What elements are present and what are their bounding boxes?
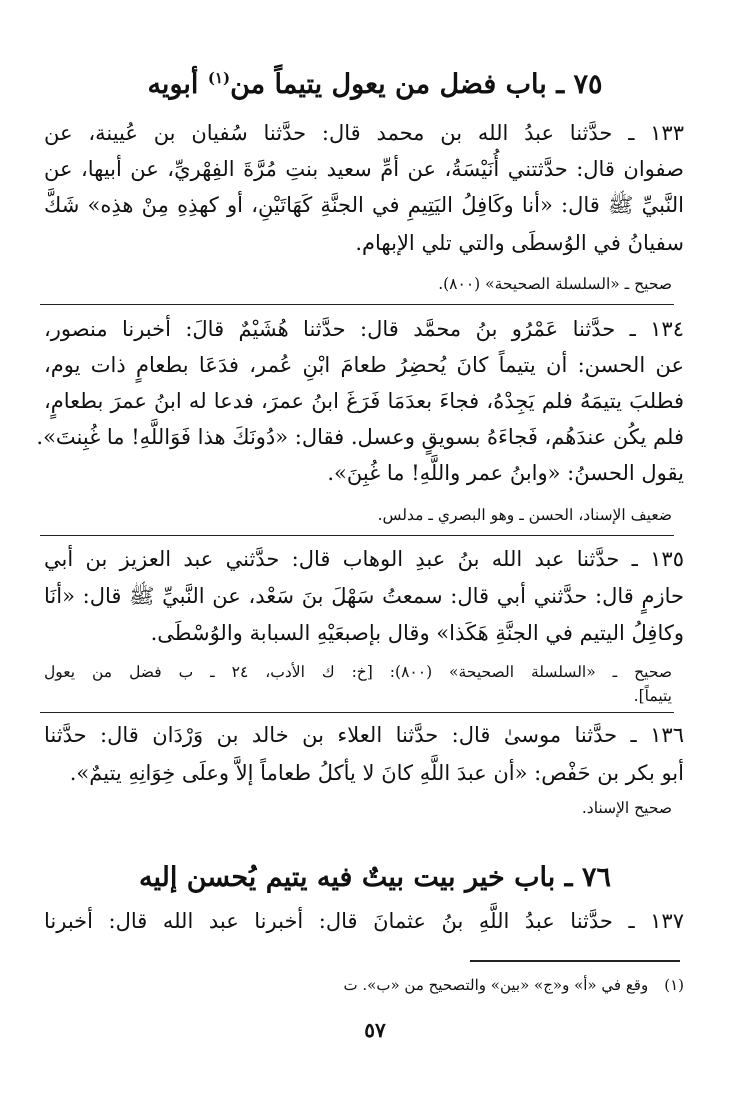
footnote-text: وقع في «أ» و«ج» «بين» والتصحيح من «ب». ت: [343, 976, 649, 994]
chapter-76-heading: ٧٦ ـ باب خير بيت بيتٌ فيه يتيم يُحسن إليه: [138, 862, 611, 893]
hadith-133-grade: صحيح ـ «السلسلة الصحيحة» (٨٠٠).: [438, 275, 672, 293]
hadith-136-line-2: أبو بكر بن حَفْص: «أن عبدَ اللَّهِ كانَ لا يأكلُ طعاماً إلاَّ وعلَى خِوَانِهِ يتيمٌ».: [69, 761, 684, 785]
hadith-137-line-1: ١٣٧ ـ حدَّثنا عبدُ اللَّهِ بنُ عثمانَ قال: أخبرنا عبد الله قال: أخبرنا: [44, 909, 684, 933]
footnote-reference[interactable]: (١): [207, 69, 231, 87]
hadith-133-line-2: صفوان قال: حدَّثتني أُنَيْسَةُ، عن أمِّ سعيد بنتِ مُرَّةَ الفِهْريِّ، عن أبيها، عن: [44, 157, 684, 181]
hadith-135-line-2: حازمٍ قال: حدَّثني أبي قال: سمعتُ سَهْلَ بنَ سَعْد، عن النَّبيِّ ﷺ قال: «أنَا: [44, 584, 684, 608]
hadith-135-line-3: وكافِلُ اليتيم في الجنَّةِ هَكَذا» وقال بإصبعَيْهِ السبابة والوُسْطَى.: [150, 621, 684, 645]
hadith-133-line-1: ١٣٣ ـ حدَّثنا عبدُ الله بن محمد قال: حدَّثنا سُفيان بن عُيينة، عن: [44, 121, 684, 145]
separator-rule: [40, 304, 674, 305]
footnote-separator: [470, 960, 680, 962]
hadith-134-line-5: يقول الحسنُ: «وابنُ عمر واللَّهِ! ما غُبِنَ».: [327, 461, 684, 485]
hadith-134-line-3: فطلبَ يتيمَهُ فلم يَجِدْهُ، فجاءَ بعدَمَا فَرَغَ ابنُ عمرَ، فدعا له ابنُ عمرَ بطعامٍ،: [44, 389, 684, 413]
separator-rule: [40, 535, 674, 536]
hadith-134-line-1: ١٣٤ ـ حدَّثنا عَمْرُو بنُ محمَّد قال: حدَّثنا هُشَيْمٌ قالَ: أخبرنا منصور،: [44, 317, 684, 341]
footnote-marker: (١): [664, 976, 684, 994]
chapter-75-title: ٧٥ ـ باب فضل من يعول يتيماً من: [230, 69, 603, 100]
hadith-134-line-4: فلم يكُن عندَهُم، فَجاءَهُ بسويقٍ وعسل. فقال: «دُونَكَ هذا فَوَاللَّهِ! ما غُبِنتَ».: [36, 425, 684, 449]
hadith-134-grade: ضعيف الإسناد، الحسن ـ وهو البصري ـ مدلس.: [377, 506, 672, 524]
hadith-135-grade-line-1: صحيح ـ «السلسلة الصحيحة» (٨٠٠): [خ: ك الأدب، ٢٤ ـ ب فضل من يعول: [44, 663, 672, 681]
chapter-75-heading: [60, 58, 690, 105]
hadith-134-line-2: عن الحسن: أن يتيماً كانَ يُحضِرُ طعامَ ابْنِ عُمر، فدَعَا بطعامٍ ذات يوم،: [44, 353, 684, 377]
hadith-136-line-1: ١٣٦ ـ حدَّثنا موسىٰ قال: حدَّثنا العلاء بن خالد بن وَرْدَان قال: حدَّثنا: [44, 723, 684, 747]
hadith-133-line-4: سفيانُ في الوُسطَى والتي تلي الإبهام.: [355, 231, 684, 255]
hadith-133-line-3: النَّبيِّ ﷺ قال: «أنا وكَافِلُ اليَتِيمِ في الجنَّةِ كَهَاتَيْنِ، أو كهذِهِ مِنْ هذِه» شَكَّ: [44, 193, 684, 217]
hadith-136-grade: صحيح الإسناد.: [581, 799, 672, 817]
chapter-75-title-end: أبويه: [147, 69, 208, 100]
page-number: ٥٧: [364, 1018, 386, 1042]
separator-rule: [40, 712, 674, 713]
hadith-135-grade-line-2: يتيماً].: [633, 687, 672, 705]
hadith-135-line-1: ١٣٥ ـ حدَّثنا عبد الله بنُ عبدِ الوهاب قال: حدَّثني عبد العزيز بن أبي: [44, 547, 684, 571]
footnote: [200, 974, 684, 996]
